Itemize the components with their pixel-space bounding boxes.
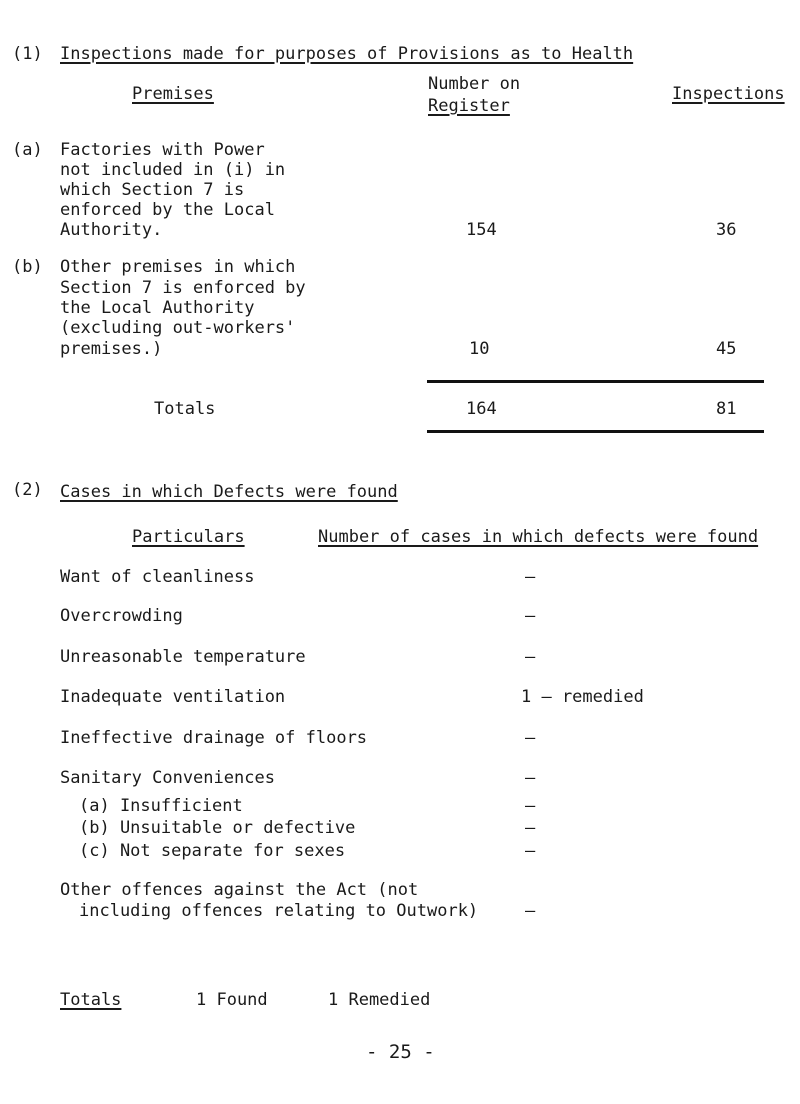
defect-row-value: – <box>525 901 536 921</box>
totals-bottom-rule <box>427 430 764 433</box>
row-b-label: (b) <box>12 257 43 277</box>
row-b-line2: Section 7 is enforced by <box>60 278 306 298</box>
row-b-line3: the Local Authority <box>60 298 255 318</box>
defect-row-label: Want of cleanliness <box>60 567 255 587</box>
row-a-register: 154 <box>466 220 497 240</box>
row-a-line5: Authority. <box>60 220 163 240</box>
defect-row-value: – <box>525 567 536 587</box>
row-a-line2: not included in (i) in <box>60 160 286 180</box>
defect-row-label-cont: including offences relating to Outwork) <box>79 901 479 921</box>
section2-title: Cases in which Defects were found <box>60 482 398 502</box>
section1-number: (1) <box>12 44 43 64</box>
defect-row-value: – <box>525 606 536 626</box>
defect-row-label: Inadequate ventilation <box>60 687 286 707</box>
section2-number: (2) <box>12 480 43 500</box>
section2-totals-found: 1 Found <box>196 990 268 1010</box>
defect-row-label: Other offences against the Act (not <box>60 880 419 900</box>
defect-row-label: (a) Insufficient <box>79 796 243 816</box>
row-a-line3: which Section 7 is <box>60 180 245 200</box>
page-number: - 25 - <box>366 1041 435 1063</box>
defect-row-label: Overcrowding <box>60 606 183 626</box>
row-a-line1: Factories with Power <box>60 140 265 160</box>
totals-inspections: 81 <box>716 399 737 419</box>
defect-row-value: – <box>525 647 536 667</box>
row-a-label: (a) <box>12 140 43 160</box>
row-b-line5: premises.) <box>60 339 163 359</box>
defect-row-value: – <box>525 728 536 748</box>
defect-row-label: Sanitary Conveniences <box>60 768 275 788</box>
section1-title: Inspections made for purposes of Provisions as to Health <box>60 44 634 64</box>
row-b-inspections: 45 <box>716 339 737 359</box>
defect-row-label: (b) Unsuitable or defective <box>79 818 356 838</box>
defect-row-value: 1 – remedied <box>521 687 644 707</box>
row-b-register: 10 <box>469 339 490 359</box>
section2-totals-remedied: 1 Remedied <box>328 990 431 1010</box>
totals-label: Totals <box>154 399 216 419</box>
header-premises: Premises <box>132 84 214 104</box>
section2-totals-label: Totals <box>60 990 122 1010</box>
row-b-line1: Other premises in which <box>60 257 296 277</box>
row-a-inspections: 36 <box>716 220 737 240</box>
totals-register: 164 <box>466 399 497 419</box>
defect-row-label: Unreasonable temperature <box>60 647 306 667</box>
totals-top-rule <box>427 380 764 383</box>
defect-row-value: – <box>525 841 536 861</box>
defect-row-label: (c) Not separate for sexes <box>79 841 346 861</box>
defect-row-value: – <box>525 796 536 816</box>
header-particulars: Particulars <box>132 527 245 547</box>
row-a-line4: enforced by the Local <box>60 200 275 220</box>
defect-row-value: – <box>525 818 536 838</box>
row-b-line4: (excluding out-workers' <box>60 318 296 338</box>
defect-row-label: Ineffective drainage of floors <box>60 728 368 748</box>
header-cases: Number of cases in which defects were found <box>318 527 759 547</box>
header-inspections: Inspections <box>672 84 785 104</box>
header-register-line2: Register <box>428 96 510 116</box>
defect-row-value: – <box>525 768 536 788</box>
header-register-line1: Number on <box>428 74 521 94</box>
